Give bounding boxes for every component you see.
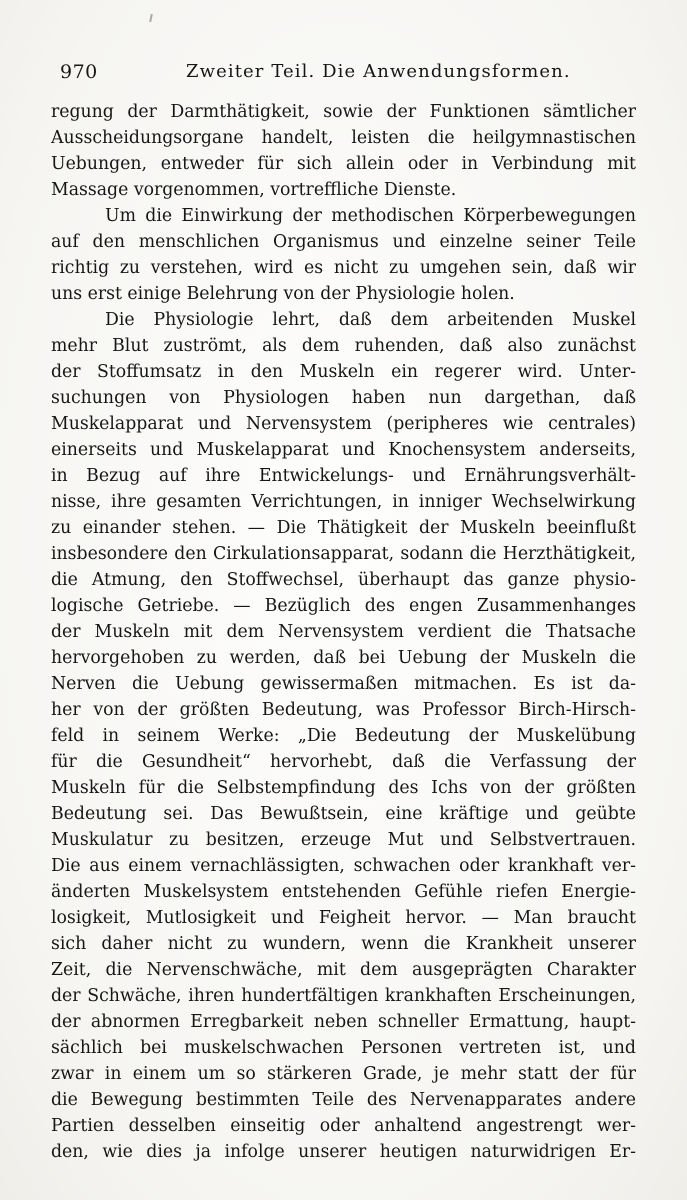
text-line: Nerven die Uebung gewissermaßen mitmachen. Es ist da-: [51, 674, 636, 694]
text-line: uns erst einige Belehrung von der Physiologie holen.: [51, 284, 515, 304]
text-line: Partien desselben einseitig oder anhaltend angestrengt wer-: [51, 1116, 636, 1136]
text-line: her von der größten Bedeutung, was Professor Birch-Hirsch-: [51, 700, 636, 720]
text-line: änderten Muskelsystem entstehenden Gefühle riefen Energie-: [51, 882, 636, 902]
text-line: Bedeutung sei. Das Bewußtsein, eine kräftige und geübte: [51, 804, 636, 824]
body-text: [51, 99, 636, 1165]
text-line: der Muskeln mit dem Nervensystem verdient die Thatsache: [51, 622, 636, 642]
print-speck: [149, 14, 153, 22]
text-line: einerseits und Muskelapparat und Knochensystem anderseits,: [51, 440, 636, 460]
text-line: zu einander stehen. — Die Thätigkeit der Muskeln beeinflußt: [51, 518, 636, 538]
text-line: Zeit, die Nervenschwäche, mit dem ausgeprägten Charakter: [51, 960, 636, 980]
text-line: der Stoffumsatz in den Muskeln ein regerer wird. Unter-: [51, 362, 636, 382]
text-line: auf den menschlichen Organismus und einzelne seiner Teile: [51, 232, 636, 252]
text-line: logische Getriebe. — Bezüglich des engen Zusammenhanges: [51, 596, 636, 616]
paragraph-start-line: Um die Einwirkung der methodischen Körperbewegungen: [105, 206, 636, 226]
text-line: insbesondere den Cirkulationsapparat, sodann die Herzthätigkeit,: [51, 544, 636, 564]
text-line: hervorgehoben zu werden, daß bei Uebung der Muskeln die: [51, 648, 636, 668]
text-line: die Atmung, den Stoffwechsel, überhaupt das ganze physio-: [51, 570, 636, 590]
text-line: die Bewegung bestimmten Teile des Nervenapparates andere: [51, 1090, 636, 1110]
page-header: [60, 60, 620, 86]
text-line: Muskelapparat und Nervensystem (peripheres wie centrales): [51, 414, 636, 434]
text-line: Uebungen, entweder für sich allein oder in Verbindung mit: [51, 154, 636, 174]
text-line: Massage vorgenommen, vortreffliche Dienste.: [51, 180, 457, 200]
text-line: der abnormen Erregbarkeit neben schneller Ermattung, haupt-: [51, 1012, 636, 1032]
text-line: für die Gesundheit“ hervorhebt, daß die Verfassung der: [51, 752, 636, 772]
text-line: der Schwäche, ihren hundertfältigen krankhaften Erscheinungen,: [51, 986, 636, 1006]
text-line: in Bezug auf ihre Entwickelungs- und Ernährungsverhält-: [51, 466, 636, 486]
text-line: richtig zu verstehen, wird es nicht zu umgehen sein, daß wir: [51, 258, 636, 278]
text-line: Die aus einem vernachlässigten, schwachen oder krankhaft ver-: [51, 856, 636, 876]
text-line: Muskulatur zu besitzen, erzeuge Mut und Selbstvertrauen.: [51, 830, 636, 850]
text-line: sich daher nicht zu wundern, wenn die Krankheit unserer: [51, 934, 636, 954]
text-line: nisse, ihre gesamten Verrichtungen, in inniger Wechselwirkung: [51, 492, 636, 512]
text-line: Muskeln für die Selbstempfindung des Ichs von der größten: [51, 778, 636, 798]
text-line: losigkeit, Mutlosigkeit und Feigheit hervor. — Man braucht: [51, 908, 636, 928]
text-line: sächlich bei muskelschwachen Personen vertreten ist, und: [51, 1038, 636, 1058]
running-head: Zweiter Teil. Die Anwendungsformen.: [186, 61, 571, 82]
text-line: regung der Darmthätigkeit, sowie der Funktionen sämtlicher: [51, 102, 636, 122]
text-line: mehr Blut zuströmt, als dem ruhenden, daß also zunächst: [51, 336, 636, 356]
page-number: 970: [60, 61, 98, 83]
text-line: suchungen von Physiologen haben nun dargethan, daß: [51, 388, 636, 408]
text-line: den, wie dies ja infolge unserer heutigen naturwidrigen Er-: [51, 1142, 636, 1162]
text-line: Ausscheidungsorgane handelt, leisten die heilgymnastischen: [51, 128, 636, 148]
text-line: zwar in einem um so stärkeren Grade, je mehr statt der für: [51, 1064, 636, 1084]
text-line: feld in seinem Werke: „Die Bedeutung der Muskelübung: [51, 726, 636, 746]
paragraph-start-line: Die Physiologie lehrt, daß dem arbeitenden Muskel: [105, 310, 636, 330]
